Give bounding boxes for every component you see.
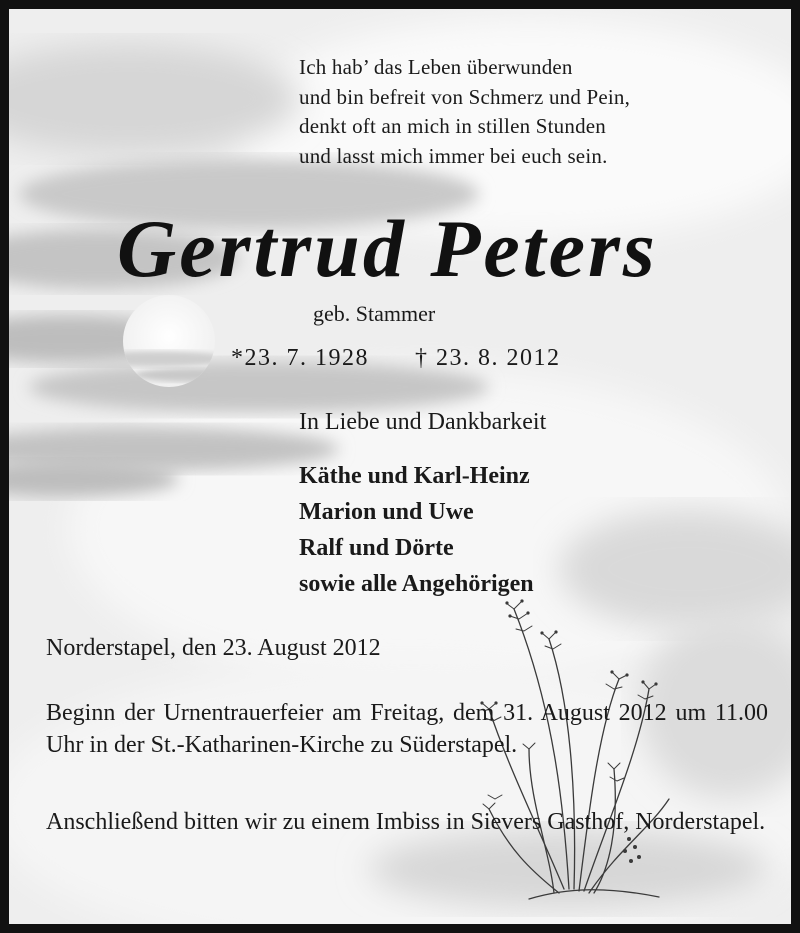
- deceased-name: Gertrud Peters: [117, 203, 658, 294]
- dedication: In Liebe und Dankbarkeit: [299, 409, 547, 435]
- poem-line: und lasst mich immer bei euch sein.: [299, 143, 608, 168]
- life-dates: [231, 345, 561, 372]
- mourner: Ralf und Dörte: [299, 535, 454, 561]
- poem-line: Ich hab’ das Leben überwunden: [299, 55, 573, 79]
- mourner: sowie alle Angehörigen: [299, 571, 534, 597]
- maiden-name: geb. Stammer: [313, 301, 436, 326]
- ceremony-info: Beginn der Urnentrauerfeier am Freitag, dem 31. August 2012 um 11.00 Uhr in der St.-Katharinen-Kirche zu Süderstapel.: [46, 700, 768, 758]
- poem: [299, 53, 769, 171]
- mourner: Marion und Uwe: [299, 499, 474, 525]
- death-date: † 23. 8. 2012: [415, 345, 561, 371]
- mourners-list: [299, 458, 534, 602]
- place-and-date: Norderstapel, den 23. August 2012: [46, 635, 381, 661]
- mourner: Käthe und Karl-Heinz: [299, 463, 530, 489]
- birth-date: *23. 7. 1928: [231, 345, 369, 371]
- poem-line: denkt oft an mich in stillen Stunden: [299, 114, 606, 138]
- poem-line: und bin befreit von Schmerz und Pein,: [299, 84, 631, 109]
- reception-info: Anschließend bitten wir zu einem Imbiss in Sievers Gasthof, Norderstapel.: [46, 809, 766, 835]
